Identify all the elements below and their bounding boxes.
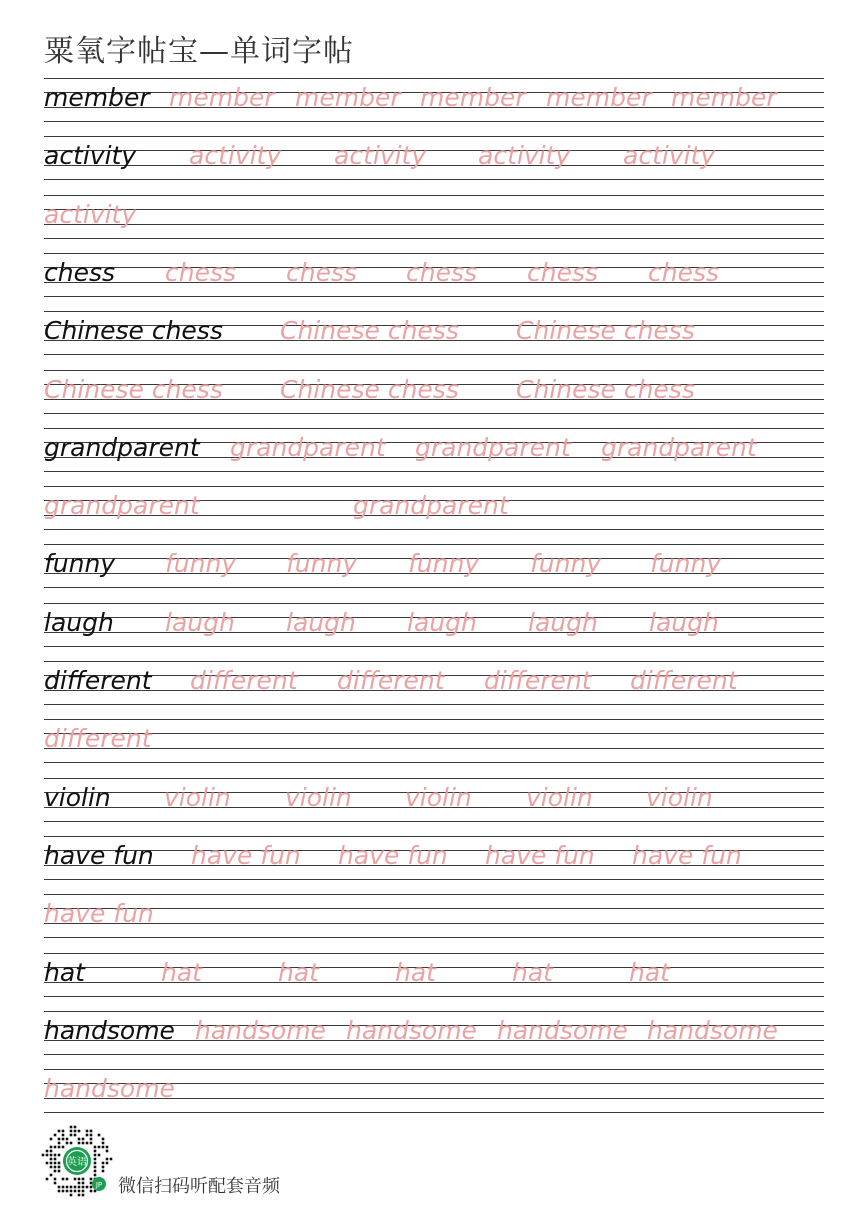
practice-row [44,195,824,239]
tracing-word: different [630,666,738,695]
page-title: 粟氧字帖宝—单词字帖 [44,34,354,69]
tracing-word: funny [530,549,602,578]
tracing-word: member [671,83,777,112]
model-word: chess [44,258,116,287]
tracing-word: laugh [165,608,235,637]
tracing-word: grandparent [44,491,200,520]
tracing-word: violin [526,783,593,812]
practice-row [44,1069,824,1113]
tracing-word: laugh [407,608,477,637]
tracing-word: handsome [44,1074,175,1103]
tracing-word: Chinese chess [280,375,459,404]
practice-row [44,544,824,588]
tracing-word: funny [165,549,237,578]
tracing-word: grandparent [230,433,386,462]
footer [40,1124,440,1204]
tracing-word: member [295,83,401,112]
practice-row [44,78,824,122]
model-word: member [44,83,150,112]
tracing-word: member [546,83,652,112]
tracing-word: chess [648,258,720,287]
model-word: grandparent [44,433,200,462]
practice-row [44,953,824,997]
tracing-word: Chinese chess [44,375,223,404]
model-word: hat [44,958,85,987]
tracing-word: funny [286,549,358,578]
practice-row [44,836,824,880]
practice-row [44,603,824,647]
tracing-word: hat [512,958,553,987]
model-word: activity [44,141,137,170]
tracing-word: violin [646,783,713,812]
practice-row [44,311,824,355]
tracing-word: chess [165,258,237,287]
tracing-word: handsome [346,1016,477,1045]
tracing-word: hat [629,958,670,987]
tracing-word: have fun [191,841,301,870]
practice-row [44,661,824,705]
model-word: handsome [44,1016,175,1045]
tracing-word: chess [286,258,358,287]
tracing-word: handsome [195,1016,326,1045]
tracing-word: handsome [647,1016,778,1045]
practice-row [44,428,824,472]
tracing-word: have fun [632,841,742,870]
tracing-word: Chinese chess [516,375,695,404]
tracing-word: different [44,724,152,753]
tracing-word: grandparent [415,433,571,462]
practice-row [44,370,824,414]
model-word: Chinese chess [44,316,223,345]
tracing-word: laugh [286,608,356,637]
qr-corner-label: JP [95,1181,103,1189]
tracing-word: laugh [649,608,719,637]
tracing-word: violin [405,783,472,812]
practice-row [44,1011,824,1055]
model-word: have fun [44,841,154,870]
tracing-word: grandparent [353,491,509,520]
tracing-word: have fun [338,841,448,870]
tracing-word: activity [44,200,137,229]
tracing-word: member [420,83,526,112]
practice-row [44,253,824,297]
tracing-word: Chinese chess [516,316,695,345]
audio-caption: 微信扫码听配套音频 [118,1176,280,1197]
tracing-word: violin [285,783,352,812]
tracing-word: activity [478,141,571,170]
practice-row [44,486,824,530]
qr-code-icon [40,1124,114,1198]
tracing-word: funny [650,549,722,578]
tracing-word: different [337,666,445,695]
practice-row [44,136,824,180]
model-word: laugh [44,608,114,637]
tracing-word: laugh [528,608,598,637]
practice-row [44,719,824,763]
tracing-word: activity [623,141,716,170]
model-word: funny [44,549,116,578]
qr-badge-label: 英语 [67,1157,87,1168]
tracing-word: different [190,666,298,695]
tracing-word: activity [334,141,427,170]
tracing-word: member [169,83,275,112]
model-word: different [44,666,152,695]
tracing-word: funny [408,549,480,578]
tracing-word: chess [406,258,478,287]
tracing-word: chess [527,258,599,287]
tracing-word: hat [278,958,319,987]
tracing-word: have fun [44,899,154,928]
tracing-word: activity [189,141,282,170]
tracing-word: Chinese chess [280,316,459,345]
practice-row [44,778,824,822]
practice-sheet [44,78,824,1118]
model-word: violin [44,783,111,812]
tracing-word: handsome [497,1016,628,1045]
tracing-word: have fun [485,841,595,870]
tracing-word: grandparent [601,433,757,462]
tracing-word: hat [395,958,436,987]
tracing-word: hat [161,958,202,987]
tracing-word: violin [164,783,231,812]
practice-row [44,894,824,938]
tracing-word: different [484,666,592,695]
